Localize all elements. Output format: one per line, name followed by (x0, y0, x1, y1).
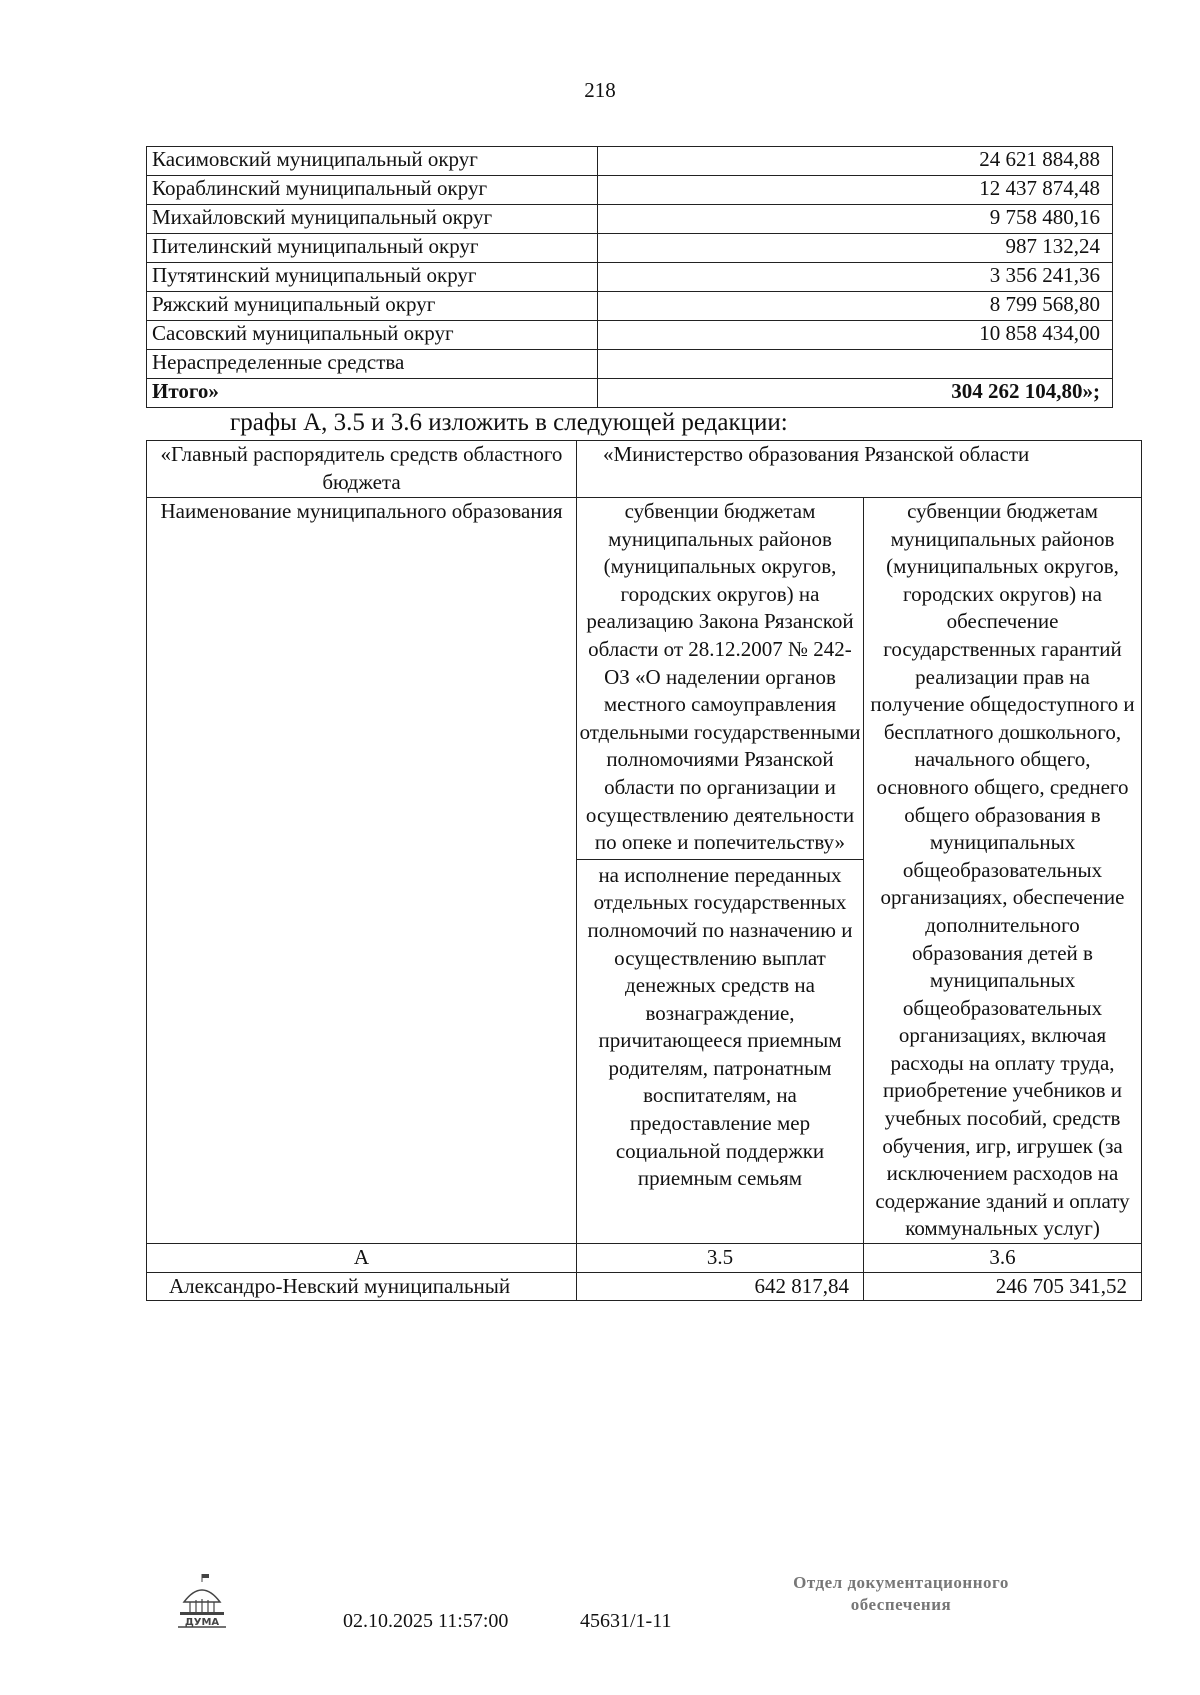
row-value-3-6: 246 705 341,52 (864, 1272, 1142, 1301)
table-row (147, 234, 1113, 263)
total-label: Итого» (147, 379, 598, 408)
instruction-text: графы А, 3.5 и 3.6 изложить в следующей редакции: (230, 409, 788, 436)
district-value: 9 758 480,16 (598, 205, 1113, 234)
column-3-5-part-a: субвенции бюджетам муниципальных районов (муниципальных округов, городских округов) на реализацию Закона Рязанской области от 28.12.2007 № 242-ОЗ «О наделении органов местного самоуправления отдельными государственными полномочиями Рязанской области по организации и осуществлению деятельности по опеке и попечительству» (577, 498, 863, 860)
district-name: Пителинский муниципальный округ (147, 234, 598, 263)
municipality-name-header: Наименование муниципального образования (147, 498, 577, 1244)
district-name: Кораблинский муниципальный округ (147, 176, 598, 205)
district-name: Ряжский муниципальный округ (147, 292, 598, 321)
department-stamp (766, 1572, 1036, 1616)
index-3-5: 3.5 (577, 1244, 864, 1273)
district-value: 3 356 241,36 (598, 263, 1113, 292)
table-row (147, 176, 1113, 205)
district-name: Сасовский муниципальный округ (147, 321, 598, 350)
district-name: Касимовский муниципальный округ (147, 147, 598, 176)
stamp-line-2: обеспечения (850, 1595, 952, 1614)
total-row (147, 379, 1113, 408)
district-name: Михайловский муниципальный округ (147, 205, 598, 234)
column-titles-row (147, 498, 1142, 1244)
footer-date: 02.10.2025 11:57:00 (343, 1610, 509, 1632)
table-row (147, 350, 1113, 379)
row-municipality: Александро-Невский муниципальный (147, 1272, 577, 1301)
table-row (147, 205, 1113, 234)
table-row (147, 263, 1113, 292)
table-row (147, 1272, 1142, 1301)
index-3-6: 3.6 (864, 1244, 1142, 1273)
stamp-line-1: Отдел документационного (793, 1573, 1009, 1592)
budget-manager-header: «Главный распорядитель средств областного бюджета (147, 441, 577, 498)
ministry-header: «Министерство образования Рязанской области (577, 441, 1142, 498)
district-name: Путятинский муниципальный округ (147, 263, 598, 292)
table-row (147, 292, 1113, 321)
district-value: 10 858 434,00 (598, 321, 1113, 350)
district-value: 24 621 884,88 (598, 147, 1113, 176)
total-value: 304 262 104,80»; (598, 379, 1113, 408)
column-3-5-header (577, 498, 864, 1244)
page-number: 218 (584, 78, 616, 102)
column-3-6-header: субвенции бюджетам муниципальных районов (муниципальных округов, городских округов) на обеспечение государственных гарантий реализации прав на получение общедоступного и бесплатного дошкольного, начального общего, основного общего, среднего общего образования в муниципальных общеобразовательных организациях, обеспечение дополнительного образования детей в муниципальных общеобразовательных организациях, включая расходы на оплату труда, приобретение учебников и учебных пособий, средств обучения, игр, игрушек (за исключением расходов на содержание зданий и оплату коммунальных услуг) (864, 498, 1142, 1244)
district-value: 12 437 874,48 (598, 176, 1113, 205)
table-row (147, 321, 1113, 350)
footer-doc-number: 45631/1-11 (580, 1610, 672, 1632)
index-a: А (147, 1244, 577, 1273)
district-name: Нераспределенные средства (147, 350, 598, 379)
svg-text:ДУМА: ДУМА (184, 1617, 220, 1628)
header-row (147, 441, 1142, 498)
duma-logo-icon (176, 1572, 228, 1628)
district-value: 8 799 568,80 (598, 292, 1113, 321)
row-value-3-5: 642 817,84 (577, 1272, 864, 1301)
district-totals-table (146, 146, 1113, 408)
column-3-5-part-b: на исполнение переданных отдельных государственных полномочий по назначению и осуществлению выплат денежных средств на вознаграждение, причитающееся приемным родителям, патронатным воспитателям, на предоставление мер социальной поддержки приемным семьям (587, 862, 853, 1191)
columns-table (146, 440, 1142, 1301)
district-value (598, 350, 1113, 379)
table-row (147, 147, 1113, 176)
district-value: 987 132,24 (598, 234, 1113, 263)
column-index-row (147, 1244, 1142, 1273)
